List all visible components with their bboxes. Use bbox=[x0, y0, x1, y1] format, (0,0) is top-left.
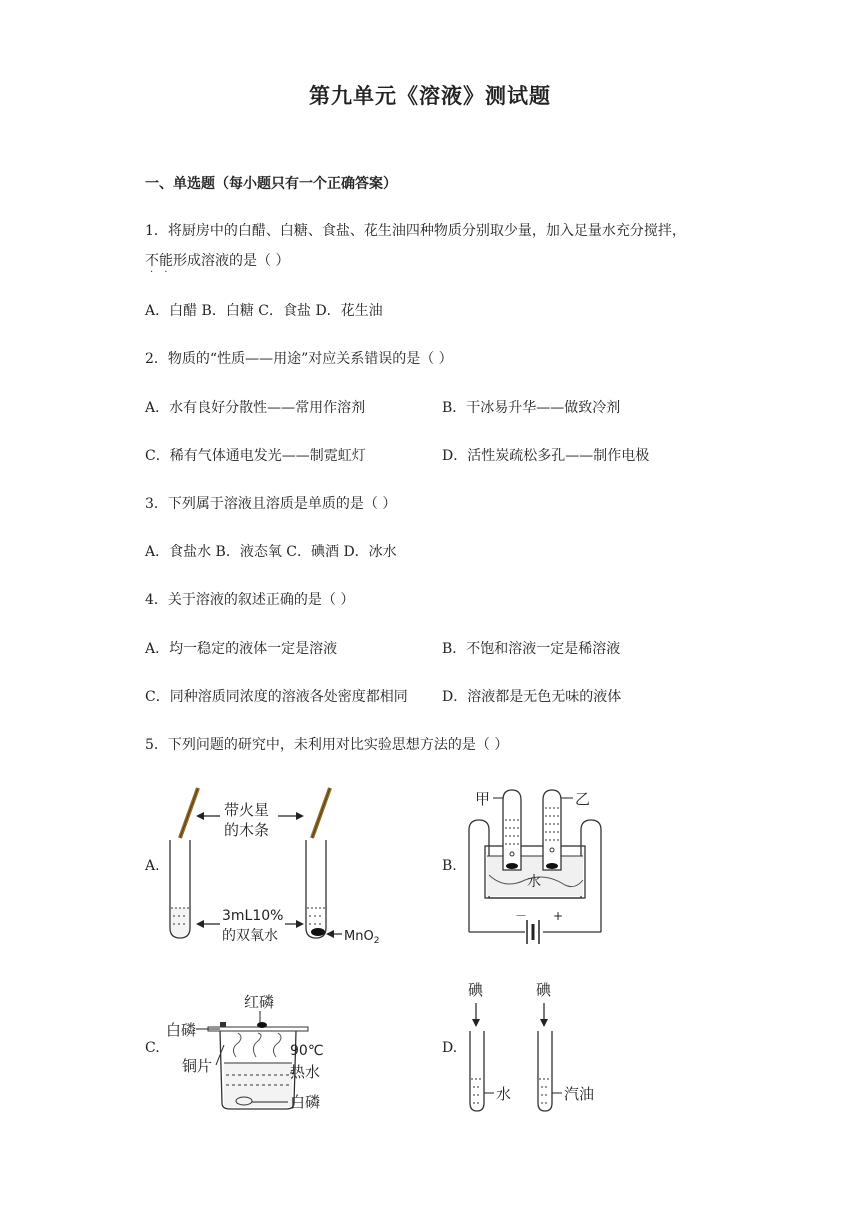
tube-water bbox=[470, 1031, 484, 1111]
label-red-phosphorus: 红磷 bbox=[244, 993, 275, 1011]
label-minus: － bbox=[515, 909, 528, 923]
label-water: 水 bbox=[527, 874, 541, 890]
q2-stem: 2．物质的“性质——用途”对应关系错误的是（ ） bbox=[145, 351, 453, 367]
label-peroxide: 的双氧水 bbox=[222, 928, 278, 944]
q1-stem-line1: 1．将厨房中的白醋、白糖、食盐、花生油四种物质分别取少量，加入足量水充分搅拌， bbox=[145, 223, 686, 239]
label-iodine-1: 碘 bbox=[468, 981, 484, 999]
test-tube-right bbox=[306, 840, 326, 938]
fig-c-label: C. bbox=[145, 1040, 160, 1056]
q2-option-c: C．稀有气体通电发光——制霓虹灯 bbox=[145, 448, 366, 464]
label-white-phosphorus-top: 白磷 bbox=[166, 1021, 197, 1039]
figure-a-catalyst-experiment bbox=[160, 780, 400, 950]
label-glowing: 带火星 bbox=[224, 801, 270, 819]
label-splint: 的木条 bbox=[224, 821, 270, 839]
electrode-left bbox=[506, 863, 518, 869]
electrode-right bbox=[546, 863, 558, 869]
label-plus: + bbox=[553, 909, 564, 923]
fig-d-label: D. bbox=[442, 1040, 458, 1056]
figure-c-combustion bbox=[160, 985, 360, 1115]
label-yi: 乙 bbox=[575, 790, 591, 808]
label-jia: 甲 bbox=[475, 790, 491, 808]
wood-splint-left-core bbox=[180, 788, 198, 838]
q5-stem: 5．下列问题的研究中，未利用对比实验思想方法的是（ ） bbox=[145, 737, 509, 753]
q1-options: A．白醋 B．白糖 C．食盐 D．花生油 bbox=[145, 303, 383, 319]
q4-option-b: B．不饱和溶液一定是稀溶液 bbox=[442, 641, 621, 657]
q1-stem-line2: 不能形成溶液的是（ ） bbox=[145, 253, 290, 269]
label-mno2: MnO$_2$ bbox=[344, 929, 380, 946]
label-water: 水 bbox=[496, 1085, 512, 1103]
label-hot-water: 热水 bbox=[290, 1063, 321, 1081]
emphasis-dots: · · bbox=[150, 267, 172, 278]
label-white-phosphorus-bottom: 白磷 bbox=[290, 1093, 321, 1111]
section-heading: 一、单选题（每小题只有一个正确答案） bbox=[145, 176, 397, 192]
label-gasoline: 汽油 bbox=[564, 1085, 595, 1103]
page-title: 第九单元《溶液》测试题 bbox=[309, 84, 551, 108]
q4-option-a: A．均一稳定的液体一定是溶液 bbox=[145, 641, 338, 657]
tube-gasoline bbox=[538, 1031, 552, 1111]
label-copper: 铜片 bbox=[182, 1057, 213, 1075]
fig-b-label: B. bbox=[442, 858, 457, 874]
q4-option-c: C．同种溶质同浓度的溶液各处密度都相同 bbox=[145, 689, 408, 705]
tube-yi bbox=[543, 790, 561, 870]
label-temperature: 90℃ bbox=[290, 1043, 324, 1059]
q3-stem: 3．下列属于溶液且溶质是单质的是（ ） bbox=[145, 496, 397, 512]
q2-option-a: A．水有良好分散性——常用作溶剂 bbox=[145, 400, 366, 416]
q2-option-d: D．活性炭疏松多孔——制作电极 bbox=[442, 448, 650, 464]
label-concentration: 3mL10% bbox=[222, 908, 284, 924]
figure-d-dissolution bbox=[460, 975, 620, 1120]
fig-a-label: A. bbox=[145, 858, 160, 874]
figure-b-electrolysis bbox=[465, 780, 625, 950]
tube-jia bbox=[503, 790, 521, 870]
q4-stem: 4．关于溶液的叙述正确的是（ ） bbox=[145, 592, 355, 608]
label-iodine-2: 碘 bbox=[536, 981, 552, 999]
copper-plate bbox=[208, 1027, 308, 1031]
q3-options: A．食盐水 B．液态氧 C．碘酒 D．冰水 bbox=[145, 544, 397, 560]
q2-option-b: B．干冰易升华——做致冷剂 bbox=[442, 400, 621, 416]
mno2-powder bbox=[311, 928, 325, 936]
q4-option-d: D．溶液都是无色无味的液体 bbox=[442, 689, 622, 705]
